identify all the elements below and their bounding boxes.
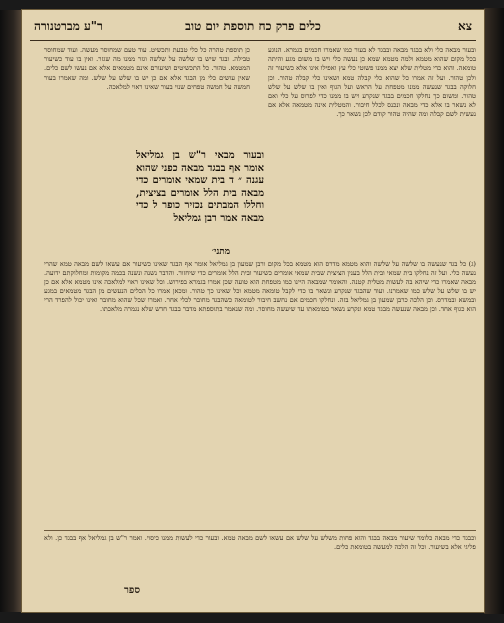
- printer-signature: ספר: [124, 585, 141, 596]
- running-title: כלים פרק כח תוספת יום טוב: [185, 19, 321, 33]
- right-commentary-text: ובעור מבאה כלי ולא בבגד מבאה ובבגד לא בעור כמו שאמרו חכמים בגמרא. הנוגע בכל מקום שהוא מטמא ולמה מטמא שמא כן נעשה כלי ויש בו משום מגע והיתה טומאה. והוא כדי מטלית שלא יצא ממנו פשוטי כלי עץ ואפילו אינו אלא כשיעור זה ולכן טהור. ועל זה אמרו כל שהוא כלי קבלה טמא ושאינו כלי קבלה טהור. וכן חלוקה בבגד שנעשה ממנו מטפחת על הראש ועל הגוף ואין בו שלש על שלש טהור. ומשום כך נחלקו חכמים בבגד שנקרע ויש בו ממנו כדי לפרוס על כלי ואם לא נשאר בו אלא כדי מבאה ונכנס לכלל חיבור. והמטלית אינה מטמאה אלא אם נעשית לשם קבלה ומה שהיה טהור קודם לכן נשאר כך.: [268, 46, 476, 119]
- running-head: [30, 16, 476, 41]
- section-marker: מתני׳: [211, 247, 231, 257]
- running-author: ר"ע מברטנורה: [34, 19, 103, 33]
- book-gutter: [0, 10, 22, 612]
- wide-commentary-block: [44, 260, 476, 522]
- wide-commentary-text: (ג) כל בגד שנעשה בו שלשה על שלשה והוא מטמא מדרס הוא מטמא בכל מקום ורבן שמעון בן גמליאל אומר אף הבגד שאינו כשיעור אם עשאו לשם מבאה טמא שהרי נעשה כלי. ועל זה נחלקו בית שמאי ובית הלל בענין הציצית שבית שמאי אומרים כשיעור ובית הלל אומרים כדי שיחזור. והדבר נשנה ונשנה בכמה מקומות ומחלוקתם ידועה. מבאה שאמרו כדי שיהא בה לעשות מטלית קטנה. והאומר שמבאה היינו כמו מטפחת הוא טועה שכן אמרו בגמרא בפירוש. וכל שאינו ראוי למלאכה אינו מטמא אלא אם כן יש בו שלש על שלש כמו שאמרנו. ועוד שהבגד שנקרע ונשאר בו כדי לקבל טומאה מטמא וכל שאינו כך טהור. ומכאן אמרו כל הכלים הנעשים מן הבגד מטמאים במגע ובמשא ובמדרס. וכן הלכה כרבן שמעון בן גמליאל בזה. ונחלקו חכמים אם נחשב חיבור לטומאה כשהבגד מחובר לכלי אחר. ואמרו שכל שהוא מחובר ואינו יכול להפרד הרי הוא כגוף אחד. וכן מבאה שנעשה מבגד טמא ונקרע נשאר בטומאתו עד שיעשה מחוסר. ומה שנאמר בתוספתא מדבר בבגד חדש שלא נגמרה מלאכתו.: [44, 260, 476, 314]
- left-commentary-text: כן תוספת טהרה כל כלי טבעת ותכשיט. עוד טעם שמחוסר מעשה. ועוד שמחוסר טבילה. ובגד שיש בו שלשה על שלשה וגזר ממנו מה שגזר. ואין בו עוד כשיעור המטמא. טהור. כל התכשיטים ושיעורם אינם מטמאים אלא אם נעשו לשם כלים. שאין עושים כלי מן הבגד אלא אם כן יש בו שלש על שלש. ומה שאמרו בעור חמשה על חמשה טפחים שנוי בעור שאינו ראוי למלאכה.: [44, 46, 250, 91]
- folio-number: צא: [458, 19, 472, 33]
- bottom-commentary-text: וכבגד כדי מבאה כלומר שיעור מבאה בבגד והוא פחות משלש על שלש אם עשאו לשם מבאה טמא. ובעור כדי לעשות ממנו כיסוי. ואמר ר"ש בן גמליאל אף בבגד כן. ולא פליגי אלא בשיעור. וכל זה הלכה למעשה בטומאת כלים.: [44, 534, 476, 552]
- mishnah-main-text: ובעור מבאי ר"ש בן גמליאל אומר אף בבגד מבאה כפני שהוא עגנה ״ ד בית שמאי אומרים כדי מבאה בית הלל אומרים בציצית, וחללו המבתים נכזיר כופר ל כדי מבאה אמר רבן גמליאל: [136, 150, 264, 224]
- bottom-commentary-block: [44, 530, 476, 584]
- book-edge: [484, 8, 504, 614]
